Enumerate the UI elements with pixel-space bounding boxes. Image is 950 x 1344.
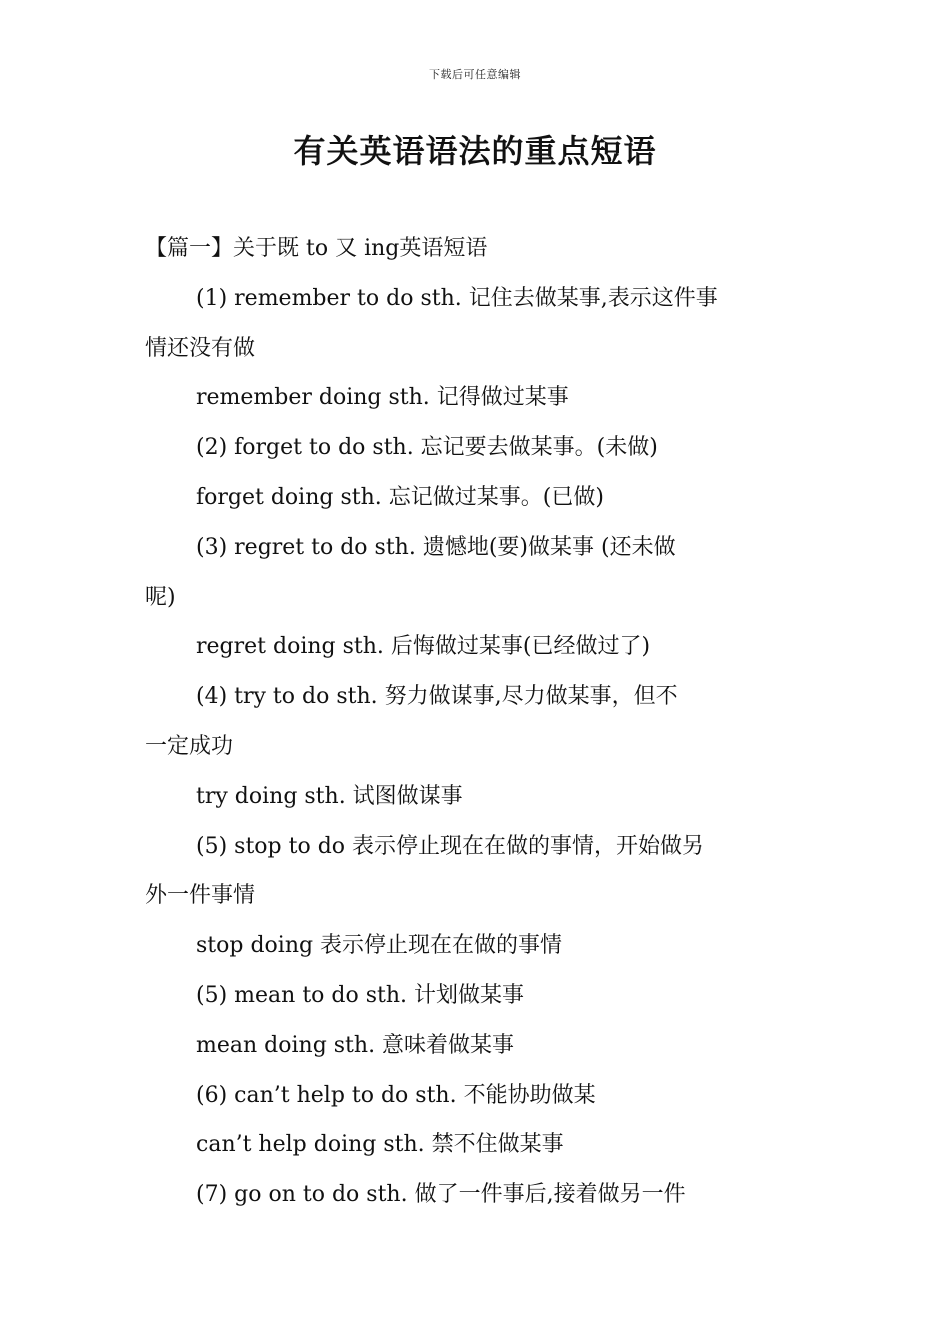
text-line: stop doing 表示停止现在在做的事情 (196, 933, 563, 959)
text-line: regret doing sth. 后悔做过某事(已经做过了) (196, 634, 651, 660)
text-line: (7) go on to do sth. 做了一件事后,接着做另一件 (196, 1182, 686, 1208)
page-title: 有关英语语法的重点短语 (293, 132, 657, 170)
section-heading: 【篇一】关于既 to 又 ing英语短语 (145, 236, 488, 261)
header-note: 下载后可任意编辑 (429, 68, 521, 81)
text-line: (5) mean to do sth. 计划做某事 (196, 982, 525, 1008)
text-line: (3) regret to do sth. 遗憾地(要)做某事 (还未做 (196, 534, 676, 560)
text-line: (1) remember to do sth. 记住去做某事,表示这件事 (196, 285, 718, 311)
text-line: (2) forget to do sth. 忘记要去做某事。(未做) (196, 435, 658, 461)
text-line: forget doing sth. 忘记做过某事。(已做) (196, 484, 604, 510)
document-body (145, 224, 807, 1220)
text-line: 一定成功 (145, 733, 234, 759)
text-line: can’t help doing sth. 禁不住做某事 (196, 1132, 564, 1158)
text-line: (4) try to do sth. 努力做谋事,尽力做某事，但不 (196, 684, 678, 710)
text-line: 情还没有做 (145, 335, 256, 361)
text-line: 外一件事情 (145, 883, 256, 909)
text-line: (5) stop to do 表示停止现在在做的事情，开始做另 (196, 833, 705, 859)
text-line: remember doing sth. 记得做过某事 (196, 385, 569, 411)
text-line: mean doing sth. 意味着做某事 (196, 1032, 515, 1058)
text-line: (6) can’t help to do sth. 不能协助做某 (196, 1082, 596, 1108)
text-line: 呢) (145, 584, 176, 610)
text-line: try doing sth. 试图做谋事 (196, 783, 463, 809)
